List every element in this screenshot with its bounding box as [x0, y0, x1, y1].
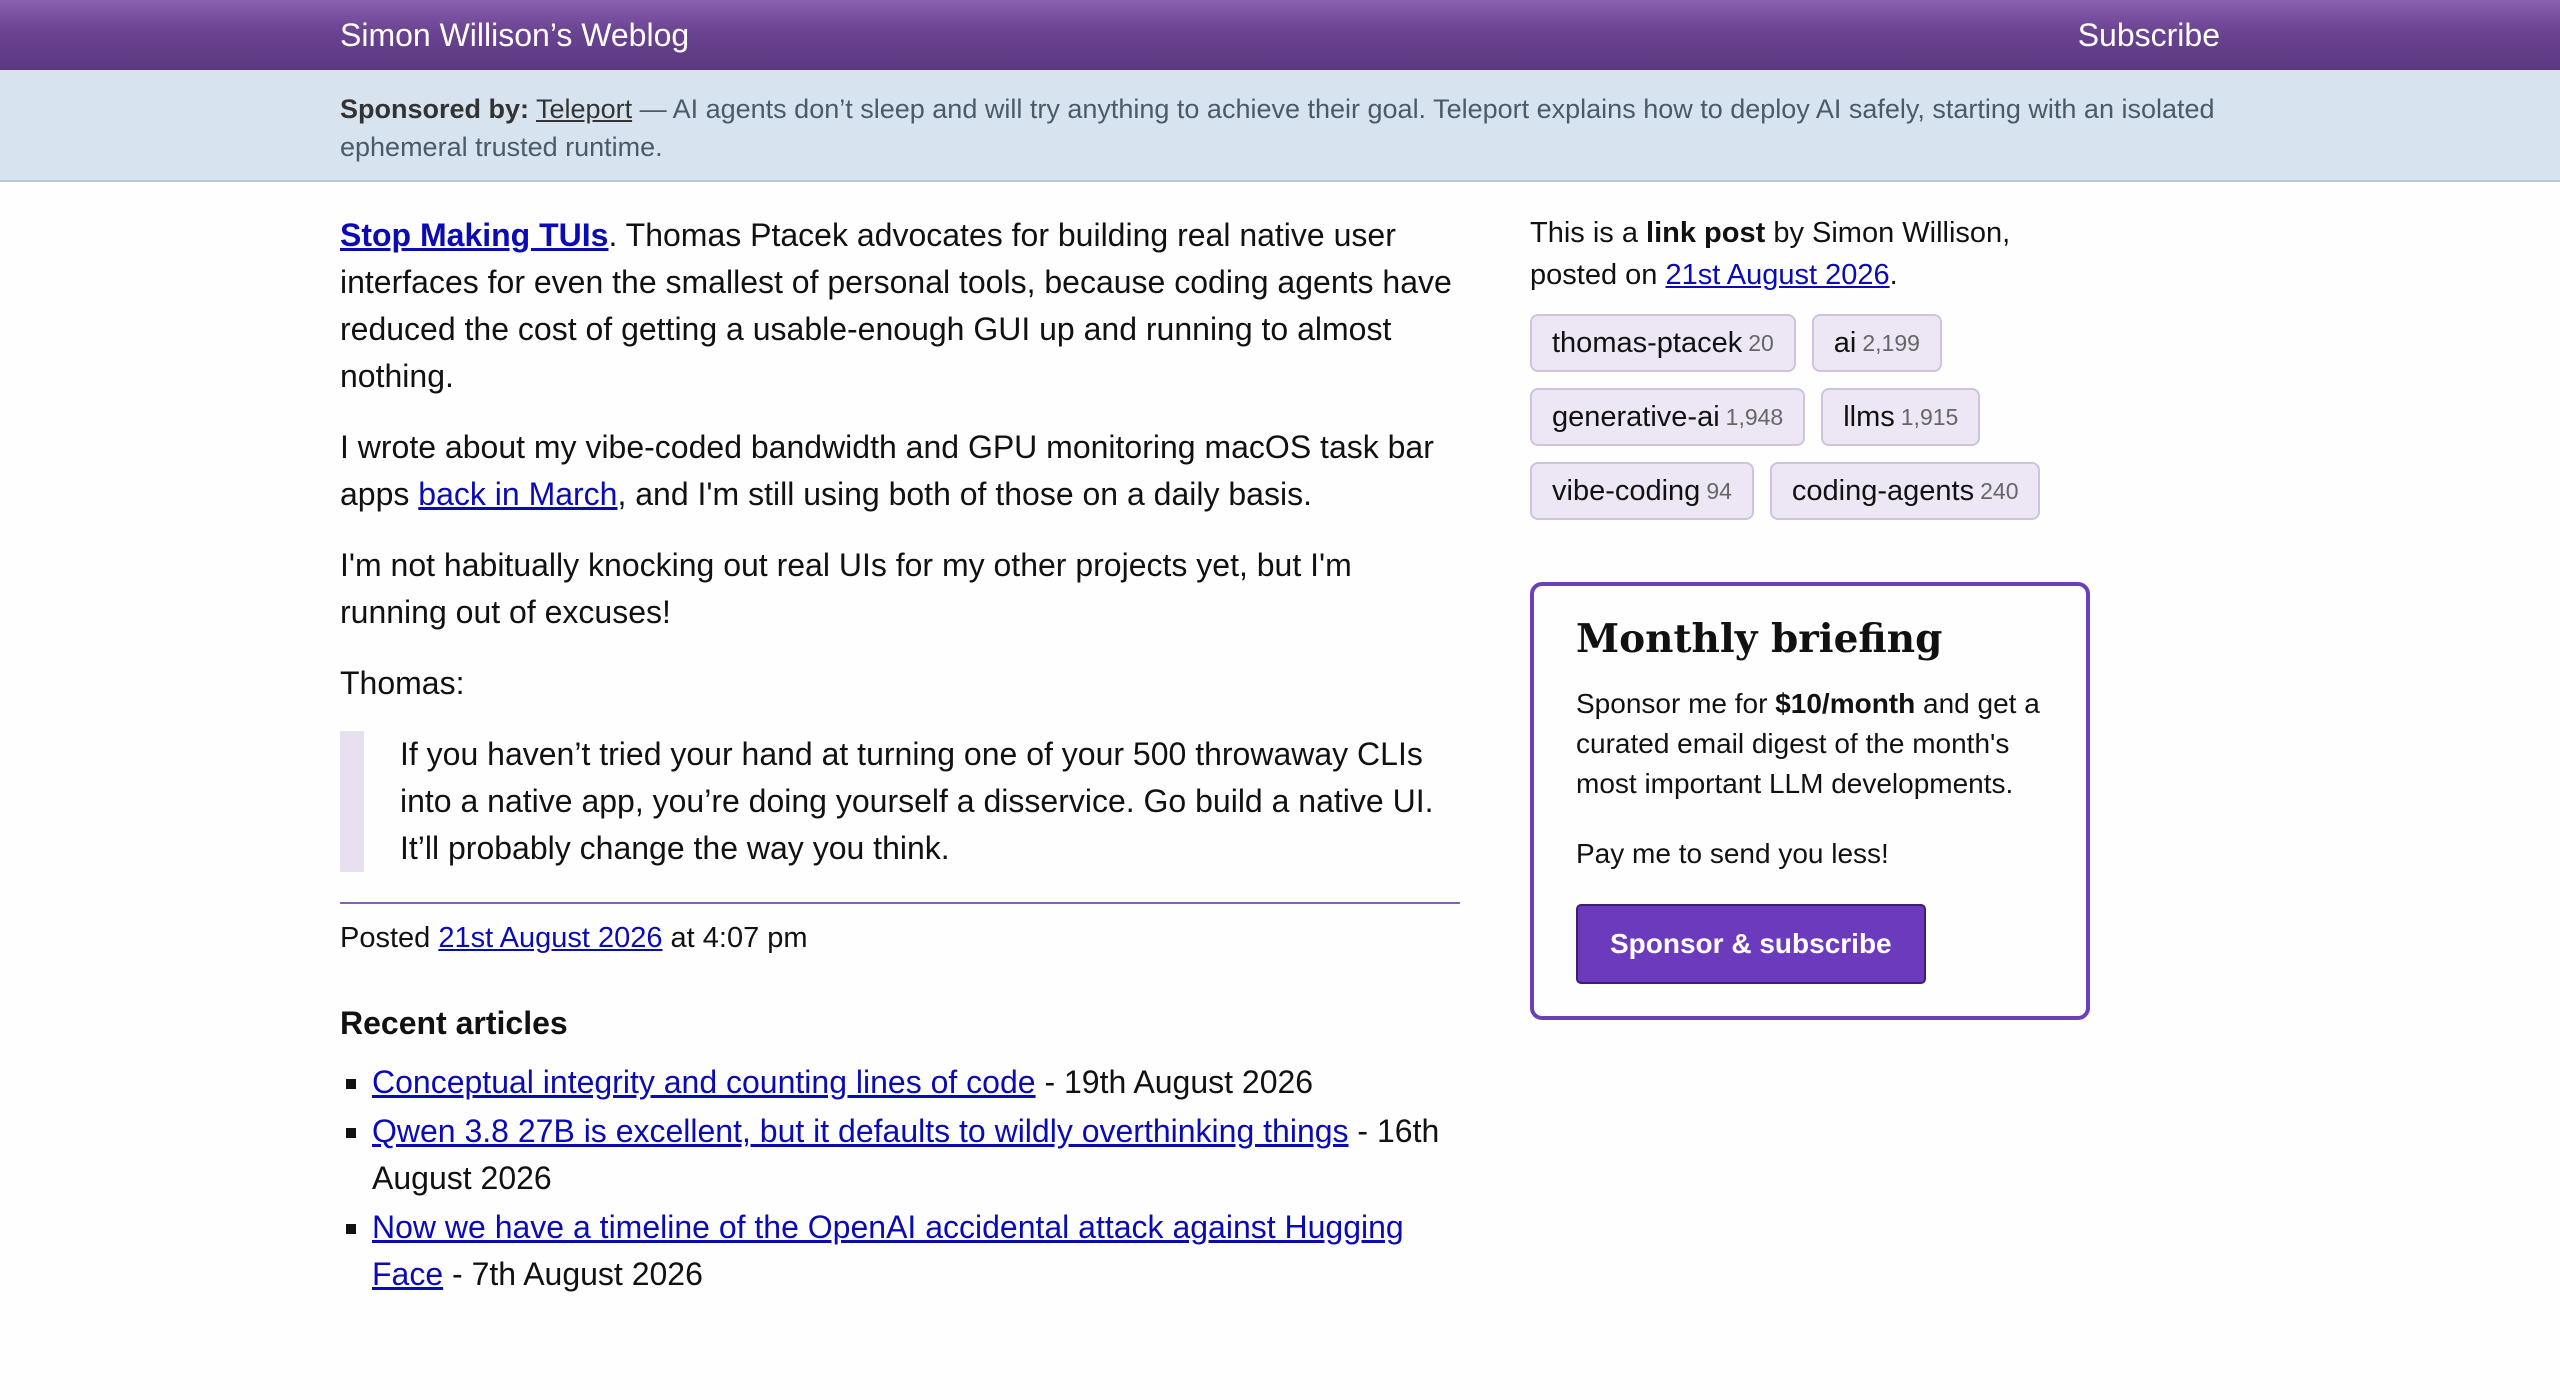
briefing-text-b: and get a curated email digest of the month's most important LLM developments. [1576, 688, 2040, 799]
tag-count: 240 [1980, 477, 2019, 504]
divider [340, 902, 1460, 904]
post-para2-text-a: I wrote about my vibe-coded bandwidth and GPU monitoring macOS task bar apps [340, 429, 1434, 512]
tag-count: 20 [1748, 329, 1774, 356]
recent-article-date: - 16th August 2026 [372, 1113, 1440, 1196]
tag-llms[interactable] [1821, 388, 1980, 446]
tag-name: vibe-coding [1552, 474, 1701, 507]
recent-article-link[interactable]: Qwen 3.8 27B is excellent, but it defaults to wildly overthinking things [372, 1113, 1349, 1149]
recent-article-link[interactable]: Conceptual integrity and counting lines of code [372, 1064, 1036, 1100]
post-quote: If you haven’t tried your hand at turning one of your 500 throwaway CLIs into a native app, you’re doing yourself a disservice. Go build a native UI. It’ll probably change the way you think. [340, 731, 1460, 872]
meta-text-b: by Simon Willison, posted on [1530, 217, 2011, 291]
site-title-link[interactable]: Simon Willison’s Weblog [340, 16, 690, 53]
sponsor-label: Sponsored by: [340, 94, 530, 124]
tag-name: llms [1843, 400, 1895, 433]
list-item [372, 1204, 1460, 1298]
sidebar [1530, 212, 2090, 1020]
posted-label: Posted [340, 922, 439, 954]
post-paragraph-4: Thomas: [340, 665, 465, 701]
briefing-title: Monthly briefing [1576, 616, 1943, 662]
tag-name: thomas-ptacek [1552, 326, 1743, 359]
sponsor-subscribe-button[interactable]: Sponsor & subscribe [1576, 904, 1926, 984]
briefing-text-a: Sponsor me for [1576, 688, 1776, 719]
recent-articles-list [340, 1059, 1460, 1298]
tag-thomas-ptacek[interactable] [1530, 314, 1796, 372]
back-in-march-link[interactable]: back in March [418, 476, 618, 512]
subscribe-link[interactable]: Subscribe [2077, 16, 2220, 53]
tag-name: coding-agents [1791, 474, 1975, 507]
post-content [340, 212, 1460, 1300]
list-item [372, 1059, 1460, 1106]
recent-articles-heading: Recent articles [340, 1005, 568, 1041]
tag-name: generative-ai [1552, 400, 1720, 433]
post-para2-text-b: , and I'm still using both of those on a daily basis. [617, 476, 1312, 512]
tag-generative-ai[interactable] [1530, 388, 1805, 446]
tag-count: 1,948 [1725, 403, 1784, 430]
meta-date-link[interactable]: 21st August 2026 [1665, 259, 1890, 291]
tag-list [1530, 314, 2090, 520]
sponsor-banner [0, 70, 2560, 182]
site-header [0, 0, 2560, 70]
posted-date-link[interactable]: 21st August 2026 [438, 922, 663, 954]
meta-text-a: This is a [1530, 217, 1647, 249]
recent-article-link[interactable]: Now we have a timeline of the OpenAI accidental attack against Hugging Face [372, 1209, 1404, 1292]
tag-count: 1,915 [1900, 403, 1959, 430]
monthly-briefing-box [1530, 582, 2090, 1020]
sponsor-link[interactable]: Teleport [536, 94, 633, 124]
briefing-text [1576, 684, 2046, 804]
post-meta [1530, 212, 2090, 296]
posted-time: at 4:07 pm [662, 922, 808, 954]
sponsor-text: — AI agents don’t sleep and will try anything to achieve their goal. Teleport explains how to deploy AI safely, starting with an isolated ephemeral trusted runtime. [340, 94, 2215, 162]
recent-article-date: - 19th August 2026 [1035, 1064, 1314, 1100]
briefing-text-2: Pay me to send you less! [1576, 838, 1889, 869]
meta-bold: link post [1646, 217, 1766, 249]
post-paragraph-2 [340, 424, 1460, 518]
post-title-link[interactable]: Stop Making TUIs [340, 217, 609, 253]
post-paragraph-3: I'm not habitually knocking out real UIs for my other projects yet, but I'm running out of excuses! [340, 547, 1352, 630]
tag-name: ai [1833, 326, 1857, 359]
post-para1-text: . Thomas Ptacek advocates for building real native user interfaces for even the smallest of personal tools, because coding agents have reduced the cost of getting a usable-enough GUI up and running to almost nothing. [340, 217, 1452, 394]
posted-line [340, 916, 1460, 960]
briefing-price: $10/month [1775, 688, 1916, 719]
tag-ai[interactable] [1812, 314, 1942, 372]
post-paragraph-1 [340, 212, 1460, 400]
recent-article-date: - 7th August 2026 [443, 1256, 703, 1292]
tag-vibe-coding[interactable] [1530, 462, 1754, 520]
tag-count: 2,199 [1862, 329, 1920, 356]
tag-count: 94 [1706, 477, 1732, 504]
tag-coding-agents[interactable] [1770, 462, 2041, 520]
list-item [372, 1108, 1460, 1202]
meta-end: . [1889, 259, 1898, 291]
